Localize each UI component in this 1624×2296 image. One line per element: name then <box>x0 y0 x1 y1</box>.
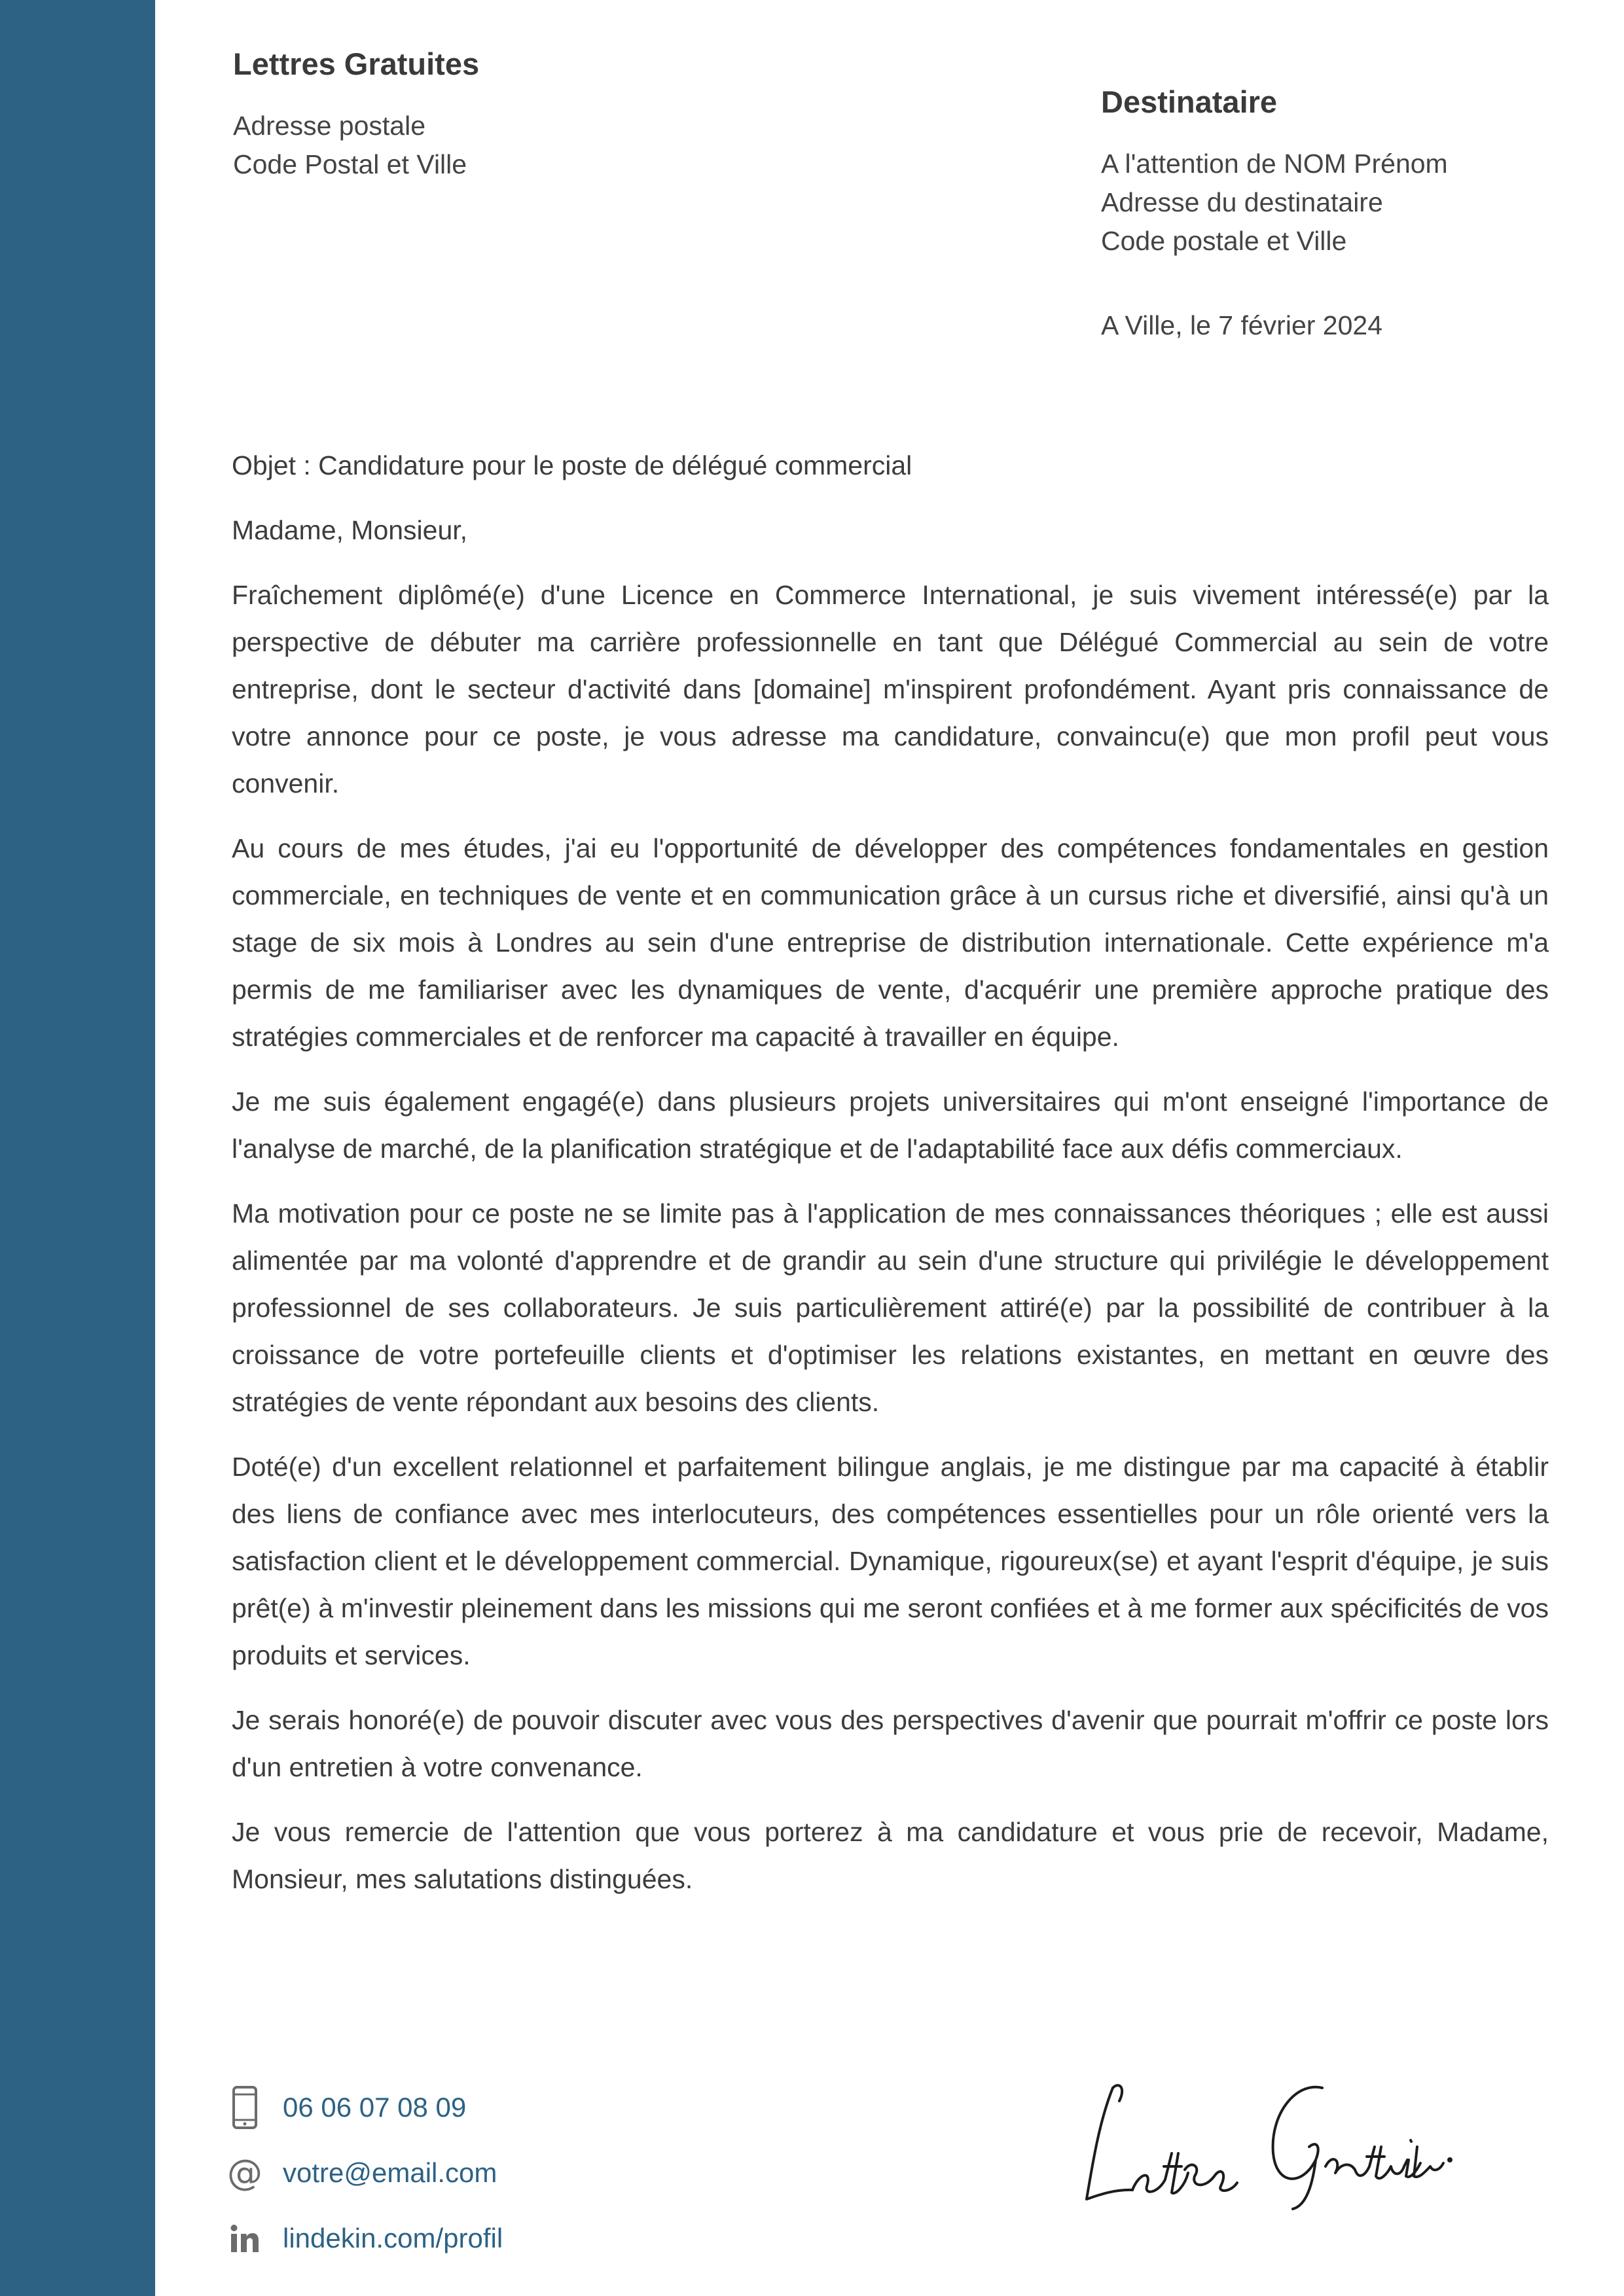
recipient-title: Destinataire <box>1101 84 1278 119</box>
recipient-line3: Code postale et Ville <box>1101 226 1347 256</box>
contact-linkedin[interactable]: lindekin.com/profil <box>283 2223 503 2253</box>
recipient-line2: Adresse du destinataire <box>1101 187 1383 217</box>
sender-address-line1: Adresse postale <box>233 111 426 141</box>
phone-icon <box>228 2085 262 2130</box>
recipient-line1: A l'attention de NOM Prénom <box>1101 149 1448 179</box>
paragraph-5: Doté(e) d'un excellent relationnel et parfaitement bilingue anglais, je me distingue par ma capacité à établir des liens de confiance avec mes interlocuteurs, des compétences essentielles pour un rôle orienté vers la satisfaction client et le développement commercial. Dynamique, rigoureux(se) et ayant l'esprit d'équipe, je suis prêt(e) à m'investir pleinement dans les missions qui me seront confiées et à me former aux spécificités de vos produits et services. <box>232 1452 1549 1670</box>
sender-name: Lettres Gratuites <box>233 46 480 81</box>
paragraph-4: Ma motivation pour ce poste ne se limite pas à l'application de mes connaissances théoriques ; elle est aussi alimentée par ma volonté d'apprendre et de grandir au sein d'une structure qui privilégie le développement professionnel de ses collaborateurs. Je suis particulièrement attiré(e) par la possibilité de contribuer à la croissance de votre portefeuille clients et d'optimiser les relations existantes, en mettant en œuvre des stratégies de vente répondant aux besoins des clients. <box>232 1198 1549 1417</box>
paragraph-7: Je vous remercie de l'attention que vous porterez à ma candidature et vous prie de recevoir, Madame, Monsieur, mes salutations distinguées. <box>232 1817 1549 1894</box>
contact-phone[interactable]: 06 06 07 08 09 <box>283 2092 467 2123</box>
paragraph-1: Fraîchement diplômé(e) d'une Licence en Commerce International, je suis vivement intéressé(e) par la perspective de débuter ma carrière professionnelle en tant que Délégué Commercial au sein de votre entreprise, dont le secteur d'activité dans [domaine] m'inspirent profondément. Ayant pris connaissance de votre annonce pour ce poste, je vous adresse ma candidature, convaincu(e) que mon profil peut vous convenir. <box>232 580 1549 798</box>
contact-email-row <box>228 2140 503 2206</box>
recipient-block <box>1101 84 1448 260</box>
sender-address-line2: Code Postal et Ville <box>233 149 467 179</box>
contact-email[interactable]: votre@email.com <box>283 2157 497 2188</box>
handwritten-signature <box>1074 2062 1453 2219</box>
paragraph-6: Je serais honoré(e) de pouvoir discuter avec vous des perspectives d'avenir que pourrait m'offrir ce poste lors d'un entretien à votre convenance. <box>232 1705 1549 1782</box>
sender-block <box>233 46 479 184</box>
letter-salutation: Madame, Monsieur, <box>232 515 468 545</box>
sidebar-band <box>0 0 155 2296</box>
letter-subject: Objet : Candidature pour le poste de délégué commercial <box>232 450 912 480</box>
contact-linkedin-row <box>228 2206 503 2271</box>
at-icon: @ <box>227 2152 262 2193</box>
contact-phone-row <box>228 2075 503 2140</box>
letter-body <box>232 442 1549 1920</box>
contact-block <box>228 2075 503 2271</box>
linkedin-icon <box>228 2215 262 2261</box>
paragraph-3: Je me suis également engagé(e) dans plusieurs projets universitaires qui m'ont enseigné l'importance de l'analyse de marché, de la planification stratégique et de l'adaptabilité face aux défis commerciaux. <box>232 1086 1549 1164</box>
paragraph-2: Au cours de mes études, j'ai eu l'opportunité de développer des compétences fondamentales en gestion commerciale, en techniques de vente et en communication grâce à un cursus riche et diversifié, ainsi qu'à un stage de six mois à Londres au sein d'une entreprise de distribution internationale. Cette expérience m'a permis de me familiariser avec les dynamiques de vente, d'acquérir une première approche pratique des stratégies commerciales et de renforcer ma capacité à travailler en équipe. <box>232 833 1549 1052</box>
letter-date: A Ville, le 7 février 2024 <box>1101 310 1382 340</box>
